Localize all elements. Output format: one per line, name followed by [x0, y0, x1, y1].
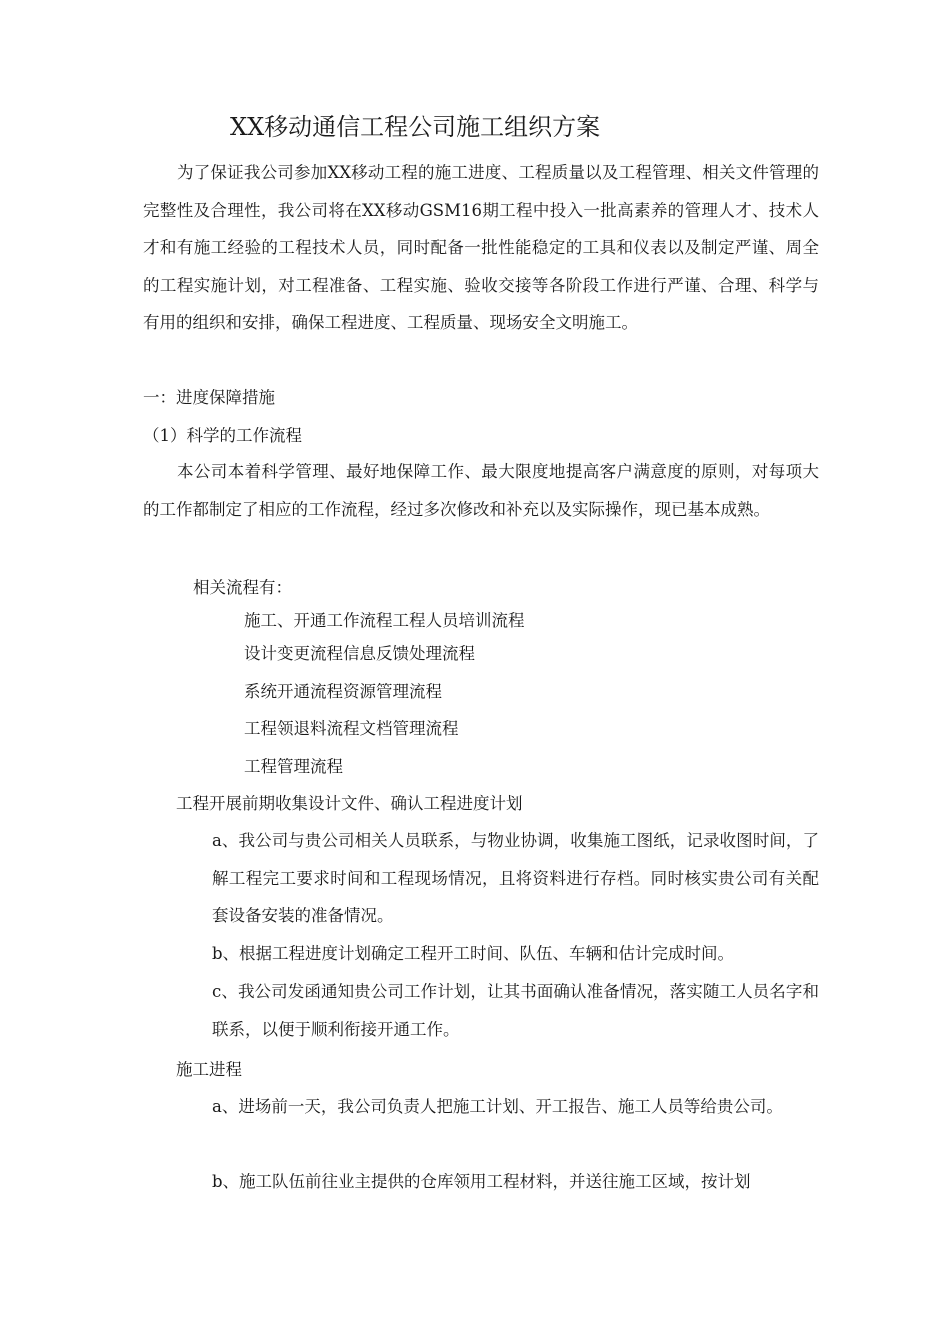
flow-item: 设计变更流程信息反馈处理流程 [244, 644, 475, 663]
prep-item-c: c、我公司发函通知贵公司工作计划，让其书面确认准备情况，落实随工人员名字和联系，以便于顺利衔接开通工作。 [212, 982, 819, 1039]
flow-item: 工程领退料流程文档管理流程 [244, 719, 459, 738]
subsection-heading-1: （1）科学的工作流程 [143, 426, 302, 445]
progress-heading: 施工进程 [176, 1060, 242, 1079]
document-title: XX移动通信工程公司施工组织方案 [230, 113, 601, 141]
flow-item: 施工、开通工作流程工程人员培训流程 [244, 611, 525, 630]
intro-paragraph: 为了保证我公司参加XX移动工程的施工进度、工程质量以及工程管理、相关文件管理的完整性及合理性，我公司将在XX移动GSM16期工程中投入一批高素养的管理人才、技术人才和有施工经验的工程技术人员，同时配备一批性能稳定的工具和仪表以及制定严谨、周全的工程实施计划，对工程准备、工程实施、验收交接等各阶段工作进行严谨、合理、科学与有用的组织和安排，确保工程进度、工程质量、现场安全文明施工。 [143, 163, 819, 332]
prep-heading: 工程开展前期收集设计文件、确认工程进度计划 [176, 794, 523, 813]
flow-item: 系统开通流程资源管理流程 [244, 682, 442, 701]
workflow-paragraph: 本公司本着科学管理、最好地保障工作、最大限度地提高客户满意度的原则，对每项大的工作都制定了相应的工作流程，经过多次修改和补充以及实际操作，现已基本成熟。 [143, 462, 819, 519]
flow-item: 工程管理流程 [244, 757, 343, 776]
progress-item-b: b、施工队伍前往业主提供的仓库领用工程材料，并送往施工区域，按计划 [212, 1172, 751, 1191]
flows-label: 相关流程有： [193, 578, 292, 597]
section-heading-1: 一：进度保障措施 [143, 388, 275, 407]
prep-item-b: b、根据工程进度计划确定工程开工时间、队伍、车辆和估计完成时间。 [212, 944, 735, 963]
prep-item-a: a、我公司与贵公司相关人员联系，与物业协调，收集施工图纸，记录收图时间，了解工程完工要求时间和工程现场情况，且将资料进行存档。同时核实贵公司有关配套设备安装的准备情况。 [212, 831, 819, 925]
progress-item-a: a、进场前一天，我公司负责人把施工计划、开工报告、施工人员等给贵公司。 [212, 1097, 783, 1116]
